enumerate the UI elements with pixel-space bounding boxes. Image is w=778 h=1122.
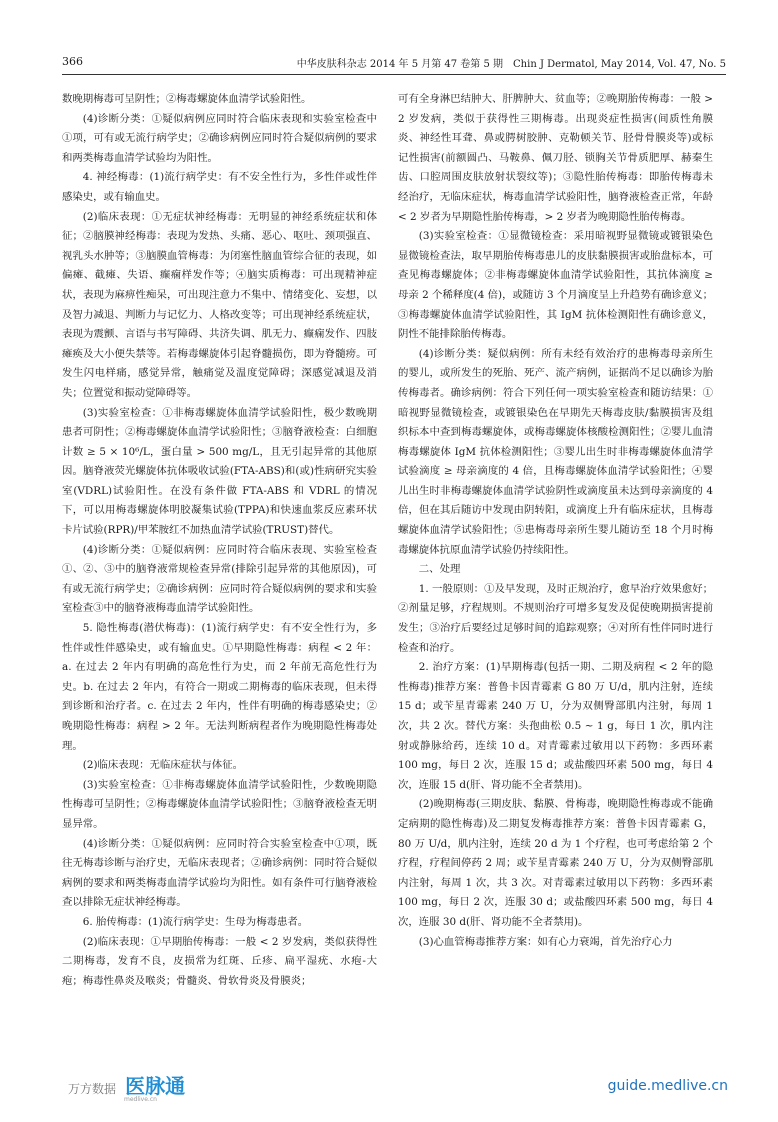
logo-name: 医脉通 (125, 1074, 186, 1098)
paragraph: 二、处理 (418, 563, 461, 576)
paragraph: (4)诊断分类：①疑似病例应同时符合临床表现和实验室检查中①项，可有或无流行病学史；②确诊病例应同时符合疑似病例的要求和两类梅毒血清学试验均为阳性。 (62, 112, 377, 164)
medlive-logo (68, 1070, 186, 1103)
paragraph: 数晚期梅毒可呈阴性；②梅毒螺旋体血清学试验阳性。 (62, 93, 312, 105)
paragraph: (2)临床表现：①无症状神经梅毒：无明显的神经系统症状和体征；②脑膜神经梅毒：表现为发热、头痛、恶心、呕吐、颈项强直、视乳头水肿等；③脑膜血管梅毒：为闭塞性脑血管综合征的表现，如偏瘫、截瘫、失语、癫痫样发作等；④脑实质梅毒：可出现精神症状，表现为麻痹性痴呆，可出现注意力不集中、情绪变化、妄想，以及智力减退、判断力与记忆力、人格改变等；可出现神经系统症状，表现为震颤、言语与书写障碍、共济失调、肌无力、癫痫发作、四肢瘫痪及大小便失禁等。若梅毒螺旋体引起脊髓损伤，即为脊髓痨。可发生闪电样痛，感觉异常，触痛觉及温度觉障碍；深感觉减退及消失；位置觉和振动觉障碍等。 (62, 210, 377, 399)
page-footer (0, 1062, 778, 1122)
logo-subtext: medlive.cn (124, 1096, 157, 1103)
paragraph: 1. 一般原则：①及早发现，及时正规治疗，愈早治疗效果愈好；②剂量足够，疗程规则。不规则治疗可增多复发及促使晚期损害提前发生；③治疗后要经过足够时间的追踪观察；④对所有性伴同时进行检查和治疗。 (398, 582, 713, 654)
footer-url[interactable]: guide.medlive.cn (607, 1078, 728, 1094)
paragraph: (2)临床表现：无临床症状与体征。 (82, 759, 243, 772)
paragraph: (3)实验室检查：①显微镜检查：采用暗视野显微镜或镀银染色显微镜检查法，取早期胎传梅毒患儿的皮肤黏膜损害或胎盘标本，可查见梅毒螺旋体；②非梅毒螺旋体血清学试验阳性，其抗体滴度 ≥ 母亲 2 个稀释度(4 倍)，或随访 3 个月滴度呈上升趋势有确诊意义；③梅毒螺旋体血清学试验阳性，其 IgM 抗体检测阳性有确诊意义，阴性不能排除胎传梅毒。 (398, 230, 713, 341)
paragraph: (3)心血管梅毒推荐方案：如有心力衰竭，首先治疗心力 (418, 935, 673, 948)
paragraph: 6. 胎传梅毒：(1)流行病学史：生母为梅毒患者。 (82, 915, 309, 928)
paragraph: 5. 隐性梅毒(潜伏梅毒)：(1)流行病学史：有不安全性行为，多性伴或性伴感染史，或有输血史。①早期隐性梅毒：病程 < 2 年：a. 在过去 2 年内有明确的高危性行为史，而 2 年前无高危性行为史。b. 在过去 2 年内，有符合一期或二期梅毒的临床表现，但未得到诊断和治疗者。c. 在过去 2 年内，性伴有明确的梅毒感染史；②晚期隐性梅毒：病程 > 2 年。无法判断病程者作为晚期隐性梅毒处理。 (62, 622, 377, 752)
logo-prefix: 万方数据 (68, 1082, 117, 1096)
paragraph: 2. 治疗方案：(1)早期梅毒(包括一期、二期及病程 < 2 年的隐性梅毒)推荐方案：普鲁卡因青霉素 G 80 万 U/d，肌内注射，连续 15 d；或苄星青霉素 240 万 U，分为双侧臀部肌内注射，每周 1 次，共 2 次。替代方案：头孢曲松 0.5 ~ 1 g，每日 1 次，肌内注射或静脉给药，连续 10 d。对青霉素过敏用以下药物：多西环素 100 mg，每日 2 次，连服 15 d；或盐酸四环素 500 mg，每日 4 次，连服 15 d(肝、肾功能不全者禁用)。 (398, 661, 713, 791)
header-rule (62, 74, 726, 75)
paragraph: 4. 神经梅毒：(1)流行病学史：有不安全性行为，多性伴或性伴感染史，或有输血史。 (62, 171, 377, 203)
running-header (62, 55, 726, 71)
paragraph: 可有全身淋巴结肿大、肝脾肿大、贫血等；②晚期胎传梅毒：一般 > 2 岁发病，类似于获得性三期梅毒。出现炎症性损害(间质性角膜炎、神经性耳聋、鼻或腭树胶肿、克勒顿关节、胫骨骨膜炎等)或标记性损害(前额圆凸、马鞍鼻、佩刀胫、锁胸关节骨质肥厚、赫秦生齿、口腔周围皮肤放射状裂纹等)；③隐性胎传梅毒：即胎传梅毒未经治疗，无临床症状，梅毒血清学试验阳性，脑脊液检查正常，年龄 < 2 岁者为早期隐性胎传梅毒，> 2 岁者为晚期隐性胎传梅毒。 (398, 93, 713, 223)
right-column (398, 90, 713, 1050)
paragraph: (2)临床表现：①早期胎传梅毒：一般 < 2 岁发病，类似获得性二期梅毒，发育不良，皮损常为红斑、丘疹、扁平湿疣、水疱-大疱；梅毒性鼻炎及喉炎；骨髓炎、骨软骨炎及骨膜炎； (62, 935, 377, 987)
paragraph: (2)晚期梅毒(三期皮肤、黏膜、骨梅毒，晚期隐性梅毒或不能确定病期的隐性梅毒)及二期复发梅毒推荐方案：普鲁卡因青霉素 G，80 万 U/d，肌内注射，连续 20 d 为 1 个疗程，也可考虑给第 2 个疗程，疗程间停药 2 周；或苄星青霉素 240 万 U，分为双侧臀部肌内注射，每周 1 次，共 3 次。对青霉素过敏用以下药物：多西环素 100 mg，每日 2 次，连服 30 d；或盐酸四环素 500 mg，每日 4 次，连服 30 d(肝、肾功能不全者禁用)。 (398, 798, 713, 928)
paragraph: (4)诊断分类：疑似病例：所有未经有效治疗的患梅毒母亲所生的婴儿，或所发生的死胎、死产、流产病例，证据尚不足以确诊为胎传梅毒者。确诊病例：符合下列任何一项实验室检查和随访结果：①暗视野显微镜检查，或镀银染色在早期先天梅毒皮肤/黏膜损害及组织标本中查到梅毒螺旋体，或梅毒螺旋体核酸检测阳性；②婴儿血清梅毒螺旋体 IgM 抗体检测阳性；③婴儿出生时非梅毒螺旋体血清学试验滴度 ≥ 母亲滴度的 4 倍，且梅毒螺旋体血清学试验阳性；④婴儿出生时非梅毒螺旋体血清学试验阴性或滴度虽未达到母亲滴度的 4 倍，但在其后随访中发现由阴转阳，或滴度上升有临床症状，且梅毒螺旋体血清学试验阳性；⑤患梅毒母亲所生婴儿随访至 18 个月时梅毒螺旋体抗原血清学试验仍持续阳性。 (398, 347, 713, 556)
journal-citation: 中华皮肤科杂志 2014 年 5 月第 47 卷第 5 期 Chin J Dermatol, May 2014, Vol. 47, No. 5 (296, 59, 726, 70)
page-number: 366 (62, 55, 83, 68)
paragraph: (4)诊断分类：①疑似病例：应同时符合实验室检查中①项，既往无梅毒诊断与治疗史，无临床表现者；②确诊病例：同时符合疑似病例的要求和两类梅毒血清学试验均为阳性。如有条件可行脑脊液检查以排除无症状神经梅毒。 (62, 837, 377, 909)
paragraph: (3)实验室检查：①非梅毒螺旋体血清学试验阳性，极少数晚期患者可阴性；②梅毒螺旋体血清学试验阳性；③脑脊液检查：白细胞计数 ≥ 5 × 10⁶/L，蛋白量 > 500 mg/L，且无引起异常的其他原因。脑脊液荧光螺旋体抗体吸收试验(FTA-ABS)和(或)性病研究实验室(VDRL)试验阳性。在没有条件做 FTA-ABS 和 VDRL 的情况下，可以用梅毒螺旋体明胶凝集试验(TPPA)和快速血浆反应素环状卡片试验(RPR)/甲苯胺红不加热血清学试验(TRUST)替代。 (62, 406, 377, 537)
paragraph: (4)诊断分类：①疑似病例：应同时符合临床表现、实验室检查①、②、③中的脑脊液常规检查异常(排除引起异常的其他原因)，可有或无流行病学史；②确诊病例：应同时符合疑似病例的要求和实验室检查③中的脑脊液梅毒血清学试验阳性。 (62, 543, 377, 615)
paragraph: (3)实验室检查：①非梅毒螺旋体血清学试验阳性，少数晚期隐性梅毒可呈阴性；②梅毒螺旋体血清学试验阳性；③脑脊液检查无明显异常。 (62, 778, 377, 830)
left-column (62, 90, 377, 1050)
